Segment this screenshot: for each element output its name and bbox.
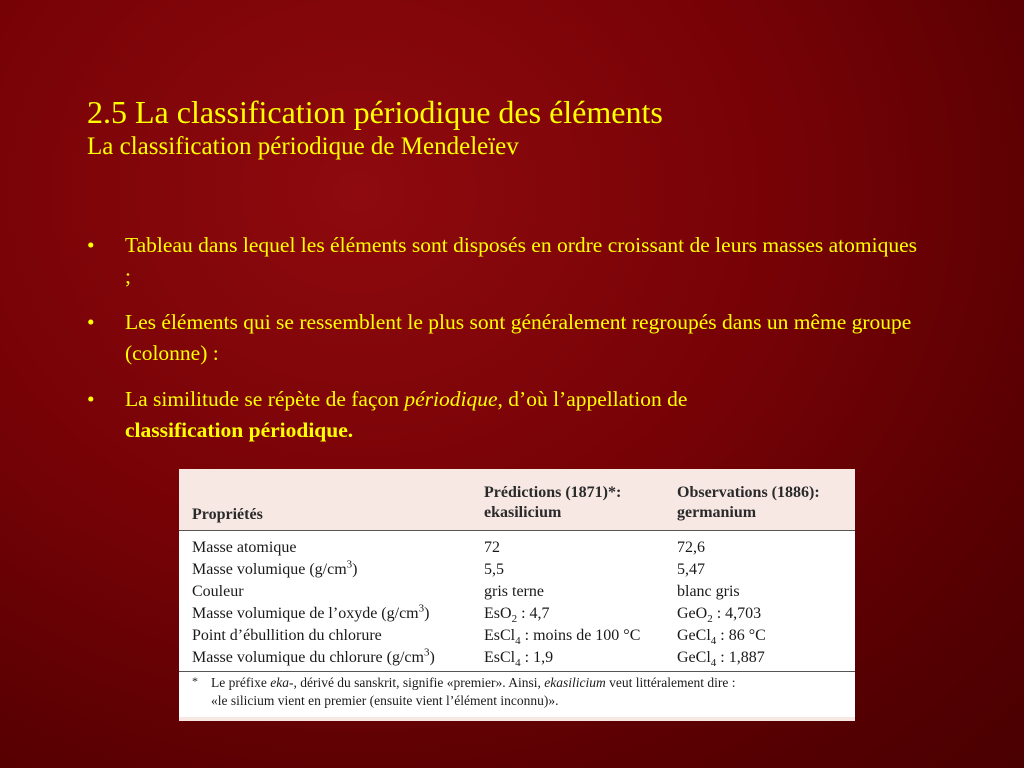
bullet-dot: •: [87, 387, 95, 411]
cell-sub: 4: [515, 657, 521, 670]
bullet-text: Les éléments qui se ressemblent le plus sont généralement regroupés dans un même groupe (colonne) :: [125, 310, 912, 365]
cell-property: Couleur: [192, 583, 244, 600]
footnote-line2: «le silicium vient en premier (ensuite vient l’élément inconnu)».: [211, 693, 559, 708]
cell-text: ): [424, 605, 430, 622]
cell-text: Masse volumique (g/cm: [192, 561, 347, 578]
cell-text: GeO: [677, 605, 708, 622]
bullet-dot: •: [87, 310, 95, 334]
cell-sup: 3: [418, 602, 425, 615]
comparison-table-figure: [179, 469, 855, 721]
cell-prediction: [484, 647, 553, 669]
cell-prediction: [484, 625, 640, 647]
footnote-line1: [211, 675, 735, 690]
header-observations: [677, 483, 820, 523]
table-row: [179, 559, 855, 581]
cell-sub: 4: [515, 635, 521, 648]
cell-text: : 1,887: [716, 649, 765, 666]
footnote-star: *: [192, 674, 198, 688]
cell-text: Masse volumique de l’oxyde (g/cm: [192, 605, 419, 622]
header-observations-line2: germanium: [677, 504, 757, 521]
bullet-dot: •: [87, 233, 95, 257]
cell-text: ): [352, 561, 358, 578]
cell-observation: [677, 625, 766, 647]
table-footnote: [192, 674, 852, 710]
cell-sup: 3: [423, 646, 430, 659]
cell-text: GeCl: [677, 649, 711, 666]
table-row: [179, 647, 855, 669]
footnote-italic: ekasilicium: [544, 675, 606, 690]
table-row: [179, 537, 855, 559]
footnote-text: Le préfixe: [211, 675, 271, 690]
cell-observation: 72,6: [677, 539, 705, 556]
title-block: [87, 92, 663, 162]
footnote-text: veut littéralement dire :: [605, 675, 736, 690]
bullet-text-italic: périodique: [404, 387, 498, 411]
cell-text: Masse volumique du chlorure (g/cm: [192, 649, 424, 666]
figure-bottom-band: [179, 717, 855, 721]
cell-prediction: 5,5: [484, 561, 504, 578]
header-properties: Propriétés: [192, 506, 263, 523]
bullet-text-part: La similitude se répète de façon: [125, 387, 405, 411]
table-row: [179, 625, 855, 647]
cell-sup: 3: [346, 558, 353, 571]
header-predictions-line1: Prédictions (1871)*:: [484, 484, 622, 501]
cell-observation: 5,47: [677, 561, 705, 578]
cell-observation: [677, 603, 761, 625]
header-divider: [179, 530, 855, 531]
cell-text: : 4,7: [517, 605, 550, 622]
bullet-list: [87, 230, 927, 461]
bullet-text-part: , d’où l’appellation de: [497, 387, 688, 411]
table-row: [179, 581, 855, 603]
cell-text: : 4,703: [712, 605, 762, 622]
cell-property: Masse atomique: [192, 539, 297, 556]
cell-prediction: [484, 603, 550, 625]
cell-text: EsCl: [484, 627, 516, 644]
bullet-text: Tableau dans lequel les éléments sont disposés en ordre croissant de leurs masses atomiques ;: [125, 233, 918, 288]
footnote-italic: eka-: [270, 675, 294, 690]
cell-text: EsCl: [484, 649, 516, 666]
bullet-item: [87, 307, 927, 369]
table-header: [179, 469, 855, 530]
footnote-text: , dérivé du sanskrit, signifie «premier». Ainsi,: [293, 675, 545, 690]
cell-text: : moins de 100 °C: [520, 627, 641, 644]
header-predictions: [484, 483, 621, 523]
bullet-item: [87, 384, 927, 446]
cell-prediction: 72: [484, 539, 500, 556]
cell-observation: [677, 647, 765, 669]
footnote-divider: [179, 671, 855, 672]
cell-text: ): [429, 649, 435, 666]
cell-prediction: gris terne: [484, 583, 544, 600]
cell-property: [192, 603, 429, 625]
header-observations-line1: Observations (1886):: [677, 484, 820, 501]
slide-title: 2.5 La classification périodique des éléments: [87, 94, 663, 130]
cell-text: : 1,9: [520, 649, 554, 666]
cell-text: GeCl: [677, 627, 711, 644]
cell-property: Point d’ébullition du chlorure: [192, 627, 382, 644]
cell-sub: 4: [710, 635, 717, 648]
cell-sub: 2: [707, 613, 713, 626]
cell-property: [192, 647, 435, 669]
cell-text: EsO: [484, 605, 512, 622]
slide-subtitle: La classification périodique de Mendeleïev: [87, 133, 519, 160]
bullet-text: [125, 387, 687, 442]
bullet-text-bold: classification périodique.: [125, 418, 354, 442]
cell-sub: 2: [511, 613, 518, 626]
table-row: [179, 603, 855, 625]
bullet-item: [87, 230, 927, 292]
cell-text: : 86 °C: [716, 627, 766, 644]
cell-sub: 4: [710, 657, 717, 670]
cell-observation: blanc gris: [677, 583, 740, 600]
header-predictions-line2: ekasilicium: [484, 504, 562, 521]
cell-property: [192, 559, 357, 581]
